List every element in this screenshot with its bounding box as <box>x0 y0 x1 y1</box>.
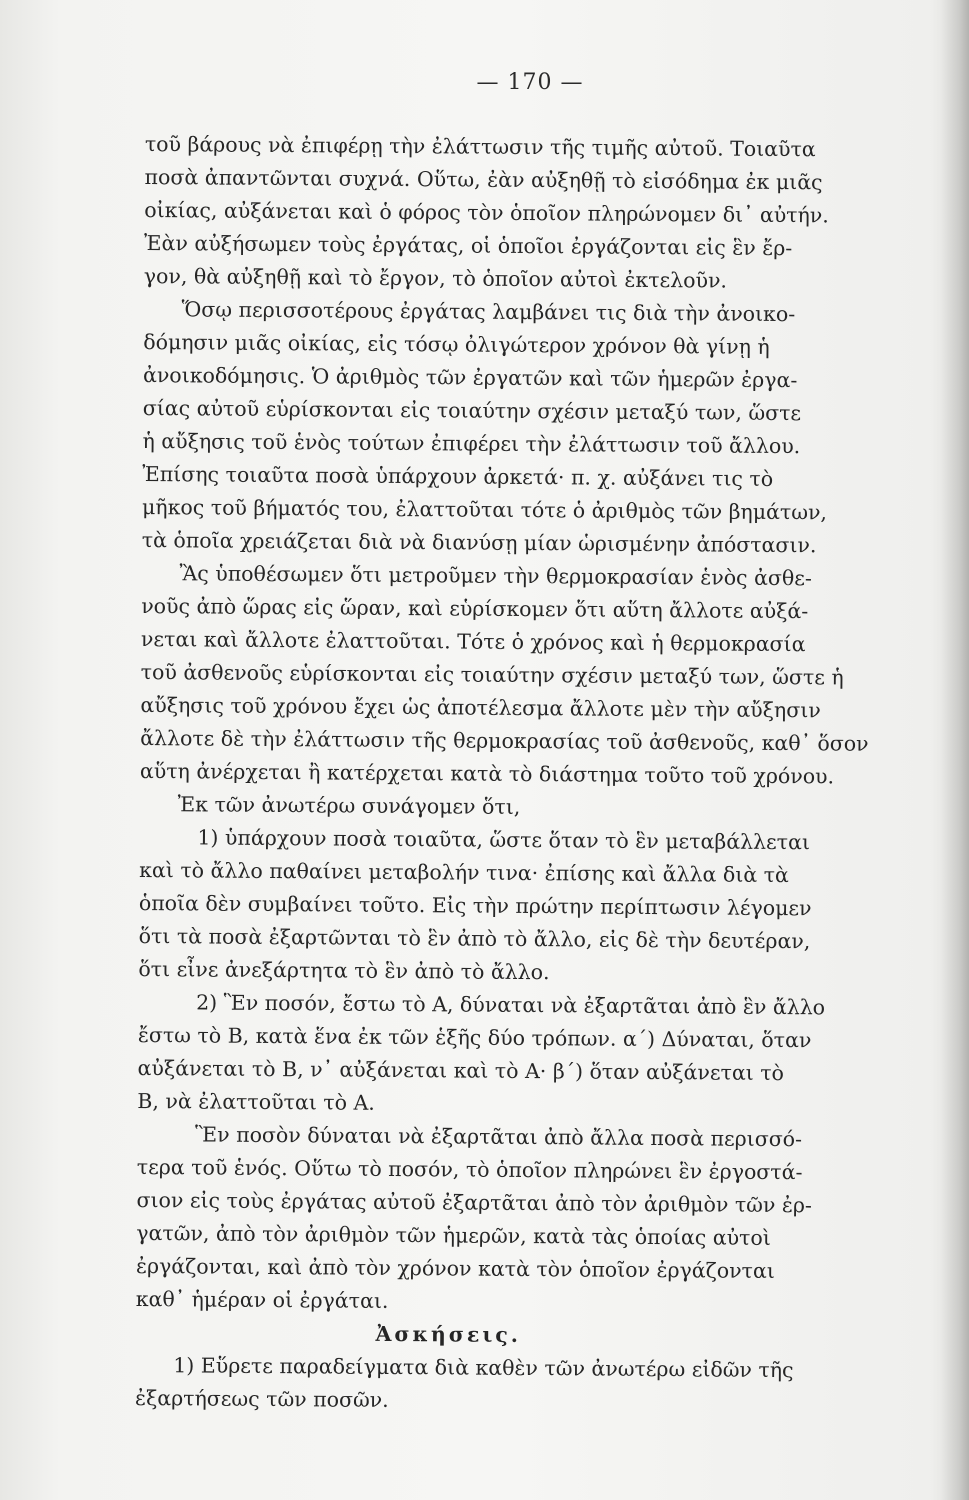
text-line: ἄλλοτε δὲ τὴν ἐλάττωσιν τῆς θερμοκρασίας τοῦ ἀσθενοῦς, καθ᾽ ὅσον <box>140 725 869 756</box>
text-line: 2) Ἓν ποσόν, ἔστω τὸ Α, δύναται νὰ ἐξαρτᾶται ἀπὸ ἓν ἄλλο <box>196 990 826 1020</box>
text-line: αὐξάνεται τὸ Β, ν᾽ αὐξάνεται καὶ τὸ Α· β΄) ὅταν αὐξάνεται τὸ <box>137 1055 785 1086</box>
text-line: ἐργάζονται, καὶ ἀπὸ τὸν χρόνον κατὰ τὸν ὁποῖον ἐργάζονται <box>135 1253 775 1283</box>
text-line: τοῦ βάρους νὰ ἐπιφέρῃ τὴν ἐλάττωσιν τῆς τιμῆς αὐτοῦ. Τοιαῦτα <box>144 131 816 162</box>
text-line: καθ᾽ ἡμέραν οἱ ἐργάται. <box>135 1286 389 1313</box>
text-line: τὰ ὁποῖα χρειάζεται διὰ νὰ διανύσῃ μίαν ὡρισμένην ἀπόστασιν. <box>141 527 817 558</box>
text-line: Ὅσῳ περισσοτέρους ἐργάτας λαμβάνει τις διὰ τὴν ἀνοικο- <box>181 297 796 327</box>
text-line: Β, νὰ ἐλαττοῦται τὸ Α. <box>137 1088 375 1115</box>
text-line: μῆκος τοῦ βήματός του, ἐλαττοῦται τότε ὁ ἀριθμὸς τῶν βημάτων, <box>141 494 828 525</box>
text-line: ποσὰ ἀπαντῶνται συχνά. Οὕτω, ἐὰν αὐξηθῇ τὸ εἰσόδημα ἐκ μιᾶς <box>144 164 823 195</box>
text-line: Ἓν ποσὸν δύναται νὰ ἐξαρτᾶται ἀπὸ ἄλλα ποσὰ περισσό- <box>195 1122 803 1152</box>
text-line: γον, θὰ αὐξηθῇ καὶ τὸ ἔργον, τὸ ὁποῖον αὐτοὶ ἐκτελοῦν. <box>143 263 728 293</box>
text-line: ἐξαρτήσεως τῶν ποσῶν. <box>134 1385 389 1412</box>
text-line: οἰκίας, αὐξάνεται καὶ ὁ φόρος τὸν ὁποῖον πληρώνομεν δι᾽ αὐτήν. <box>144 197 829 228</box>
text-line: καὶ τὸ ἄλλο παθαίνει μεταβολήν τινα· ἐπίσης καὶ ἄλλα διὰ τὰ <box>139 857 789 888</box>
text-line: σιον εἰς τοὺς ἐργάτας αὐτοῦ ἐξαρτᾶται ἀπὸ τὸν ἀριθμὸν τῶν ἐρ- <box>136 1187 812 1218</box>
text-line: ἔστω τὸ Β, κατὰ ἕνα ἐκ τῶν ἑξῆς δύο τρόπων. α΄) Δύναται, ὅταν <box>137 1022 812 1053</box>
text-line: 1) ὑπάρχουν ποσὰ τοιαῦτα, ὥστε ὅταν τὸ ἓν μεταβάλλεται <box>197 825 811 855</box>
text-line: σίας αὐτοῦ εὑρίσκονται εἰς τοιαύτην σχέσιν μεταξύ των, ὥστε <box>142 395 802 426</box>
text-line: αὕτη ἀνέρχεται ἢ κατέρχεται κατὰ τὸ διάστημα τοῦτο τοῦ χρόνου. <box>139 758 835 789</box>
text-line: γατῶν, ἀπὸ τὸν ἀριθμὸν τῶν ἡμερῶν, κατὰ τὰς ὁποίας αὐτοὶ <box>136 1220 771 1250</box>
text-line: ὅτι τὰ ποσὰ ἐξαρτῶνται τὸ ἓν ἀπὸ τὸ ἄλλο, εἰς δὲ τὴν δευτέραν, <box>138 923 811 954</box>
text-line: Ἐκ τῶν ἀνωτέρω συνάγομεν ὅτι, <box>177 792 521 819</box>
page-number: — 170 — <box>476 70 584 95</box>
exercises-heading: Ἀσκήσεις. <box>375 1321 522 1347</box>
text-line: τοῦ ἀσθενοῦς εὑρίσκονται εἰς τοιαύτην σχέσιν μεταξύ των, ὥστε ἡ <box>140 659 844 690</box>
text-line: ὅτι εἶνε ἀνεξάρτητα τὸ ἓν ἀπὸ τὸ ἄλλο. <box>138 956 550 985</box>
text-line: νεται καὶ ἄλλοτε ἐλαττοῦται. Τότε ὁ χρόνος καὶ ἡ θερμοκρασία <box>140 626 806 657</box>
text-line: τερα τοῦ ἑνός. Οὕτω τὸ ποσόν, τὸ ὁποῖον πληρώνει ἓν ἐργοστά- <box>136 1154 803 1185</box>
text-line: Ἂς ὑποθέσωμεν ὅτι μετροῦμεν τὴν θερμοκρασίαν ἑνὸς ἀσθε- <box>179 561 812 591</box>
text-line: αὔξησις τοῦ χρόνου ἔχει ὡς ἀποτέλεσμα ἄλλοτε μὲν τὴν αὔξησιν <box>140 692 821 723</box>
body-text <box>134 128 905 1412</box>
text-line: νοῦς ἀπὸ ὥρας εἰς ὥραν, καὶ εὑρίσκομεν ὅτι αὕτη ἄλλοτε αὐξά- <box>141 593 809 624</box>
page-edge-shadow <box>941 0 969 1500</box>
text-line: ὁποῖα δὲν συμβαίνει τοῦτο. Εἰς τὴν πρώτην περίπτωσιν λέγομεν <box>138 890 812 921</box>
text-line: Ἐπίσης τοιαῦτα ποσὰ ὑπάρχουν ἀρκετά· π. χ. αὐξάνει τις τὸ <box>142 461 774 491</box>
text-line: δόμησιν μιᾶς οἰκίας, εἰς τόσῳ ὀλιγώτερον χρόνον θὰ γίνῃ ἡ <box>143 329 770 359</box>
text-line: ἀνοικοδόμησις. Ὁ ἀριθμὸς τῶν ἐργατῶν καὶ τῶν ἡμερῶν ἐργα- <box>142 362 798 393</box>
text-line: 1) Εὕρετε παραδείγματα διὰ καθὲν τῶν ἀνωτέρω εἰδῶν τῆς <box>173 1353 794 1383</box>
text-line: Ἐὰν αὐξήσωμεν τοὺς ἐργάτας, οἱ ὁποῖοι ἐργάζονται εἰς ἓν ἔρ- <box>144 230 793 261</box>
text-line: ἡ αὔξησις τοῦ ἑνὸς τούτων ἐπιφέρει τὴν ἐλάττωσιν τοῦ ἄλλου. <box>142 428 801 459</box>
